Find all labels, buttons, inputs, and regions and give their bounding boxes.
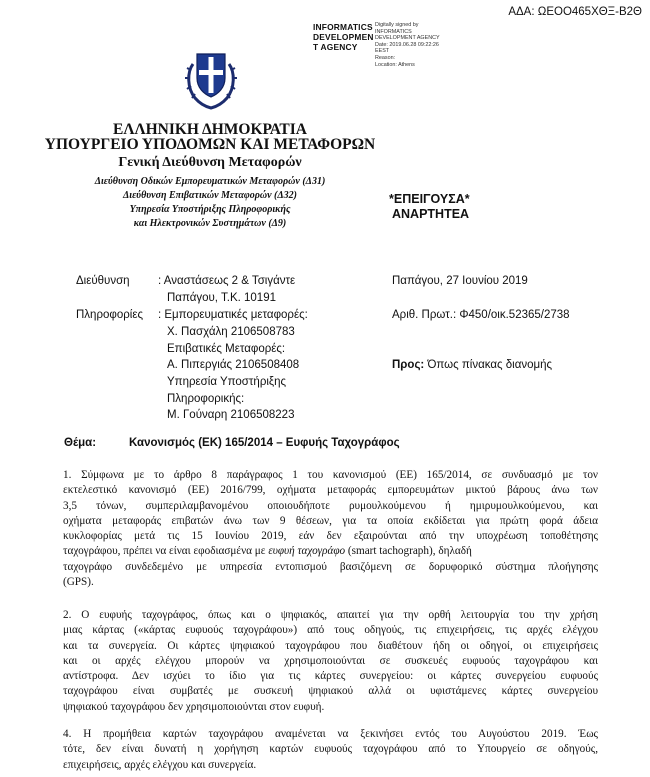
text-line: και τα συνεργεία. Οι κάρτες ψηφιακού ταχογράφου που διαθέτουν ήδη οι οδηγοί, οι επιχειρήσεις [63,639,598,652]
directorate-passenger: Διεύθυνση Επιβατικών Μεταφορών (Δ32) [123,190,297,201]
text-line: αντίστροφα. Δεν ισχύει το ίδιο για τις κάρτες συνεργείου: οι κάρτες συνεργείου ευφυούς [63,670,598,683]
paragraph-2 [63,608,598,715]
contact-line: Επιβατικές Μεταφορές: [167,343,286,355]
contact-line: Χ. Πασχάλη 2106508783 [167,326,295,338]
contact-line: Μ. Γούναρη 2106508223 [167,409,295,421]
text-line: 3,5 τόνων, συμπεριλαμβανομένου οποιουδήποτε ρυμουλκούμενου ή ημιρυμουλκούμενου, και [63,499,598,512]
protocol-number: Αριθ. Πρωτ.: Φ450/οικ.52365/2738 [392,309,570,321]
text-line: ψηφιακού ταχογράφου δεν χρησιμοποιούνται στον ευφυή. [63,700,325,713]
text-line: οχήματα μεταφοράς επιβατών άνω των 9 θέσεων, για τα οποία εκδίδεται για πρώτη φορά άδεια [63,514,598,527]
text-line: 1. Σύμφωνα με το άρθρο 8 παράγραφος 1 του κανονισμού (ΕΕ) 165/2014, σε συνδυασμό με τον [63,469,598,481]
text-line: τότε, δεν είναι δυνατή η χορήγηση καρτών ευφυούς ταχογράφου από το Υπουργείο σε οδηγούς, [63,743,598,756]
text-line: ταχογράφου είναι συμβατές με συσκευή ψηφιακού αλλά οι υφιστάμενες κάρτες συνεργείου [63,685,598,698]
text-line: ταχογράφου, πρέπει να είναι εφοδιασμένα με ευφυή ταχογράφο (smart tachograph), δηλαδή [63,545,472,558]
text-line: κυκλοφορίας μετά τις 15 Ιουνίου 2019, εάν δεν εξαιρούνται από την υποχρέωση τοποθέτησης [63,530,598,543]
text-line: και οι αρχές ελέγχου μπορούν να χρησιμοποιούνται σε συσκευές ευφυούς ταχογράφου και [63,654,598,667]
recipients [392,359,552,371]
directorate-it-support: Υπηρεσία Υποστήριξης Πληροφορικής [129,204,291,215]
contact-line: Α. Πιπεργιάς 2106508408 [167,359,300,371]
text-line: 4. Η προμήθεια καρτών ταχογράφου αναμένεται να ξεκινήσει εντός του Αυγούστου 2019. Έως [63,728,598,740]
subject-label: Θέμα: [64,437,97,449]
signature-details: Digitally signed by INFORMATICS DEVELOPMENT AGENCY Date: 2019.06.28 09:22:26 EEST Reason: Location: Athens [375,22,440,68]
paragraph-4 [63,727,598,773]
directorate-road-freight: Διεύθυνση Οδικών Εμπορευματικών Μεταφορών (Δ31) [94,176,326,187]
ada-code: ΑΔΑ: ΩΕΟΟ465ΧΘΞ-Β2Θ [508,6,642,18]
text-line: (GPS). [63,576,94,589]
republic-title: ΕΛΛΗΝΙΚΗ ΔΗΜΟΚΡΑΤΙΑ [113,121,307,138]
general-directorate: Γενική Διεύθυνση Μεταφορών [118,155,302,170]
signature-organization: INFORMATICS DEVELOPMEN T AGENCY [313,22,374,52]
greek-coat-of-arms-icon [183,44,239,110]
address-line-2: Παπάγου, Τ.Κ. 10191 [167,292,276,304]
text-line: μιας κάρτας («κάρτας ευφυούς ταχογράφου») από τους οδηγούς, τις επιχειρήσεις, τις αρχές ελέγχου [63,624,598,637]
text-line: εκτελεστικό κανονισμό (ΕΕ) 2016/799, οχήματα μεταφοράς εμπορευμάτων μικτού βάρους άνω των [63,484,598,497]
contact-line: : Εμπορευματικές μεταφορές: [158,309,308,321]
document-date: Παπάγου, 27 Ιουνίου 2019 [392,275,528,287]
text-line: επιχειρήσεις, αρχές ελέγχου και συνεργεία. [63,758,257,771]
post-notice: ΑΝΑΡΤΗΤΕΑ [392,207,470,221]
urgent-stamp: *ΕΠΕΙΓΟΥΣΑ* [389,192,470,206]
digital-signature-stamp [313,22,488,68]
ministry-title: ΥΠΟΥΡΓΕΙΟ ΥΠΟΔΟΜΩΝ ΚΑΙ ΜΕΤΑΦΟΡΩΝ [44,136,376,153]
contact-line: Πληροφορικής: [167,393,245,405]
smart-tachograph-term: ευφυή ταχογράφο [268,545,346,558]
address-label: Διεύθυνση [76,275,130,287]
paragraph-1 [63,468,598,590]
contact-line: Υπηρεσία Υποστήριξης [167,376,287,388]
directorate-electronic-systems: και Ηλεκτρονικών Συστημάτων (Δ9) [133,218,287,229]
recipients-value: Όπως πίνακας διανομής [427,359,553,371]
text-line: 2. Ο ευφυής ταχογράφος, όπως και ο ψηφιακός, απαιτεί για την ορθή λειτουργία του την χρήση [63,609,598,621]
contact-label: Πληροφορίες [76,309,144,321]
text-line: ταχογράφο συνδεδεμένο με υπηρεσία εντοπισμού βασιζόμενη σε δορυφορικό σύστημα πλοήγησης [63,560,598,573]
recipients-label: Προς: [392,359,425,371]
address-line-1: : Αναστάσεως 2 & Τσιγάντε [158,275,296,287]
subject-text: Κανονισμός (ΕΚ) 165/2014 – Ευφυής Ταχογράφος [129,437,400,449]
